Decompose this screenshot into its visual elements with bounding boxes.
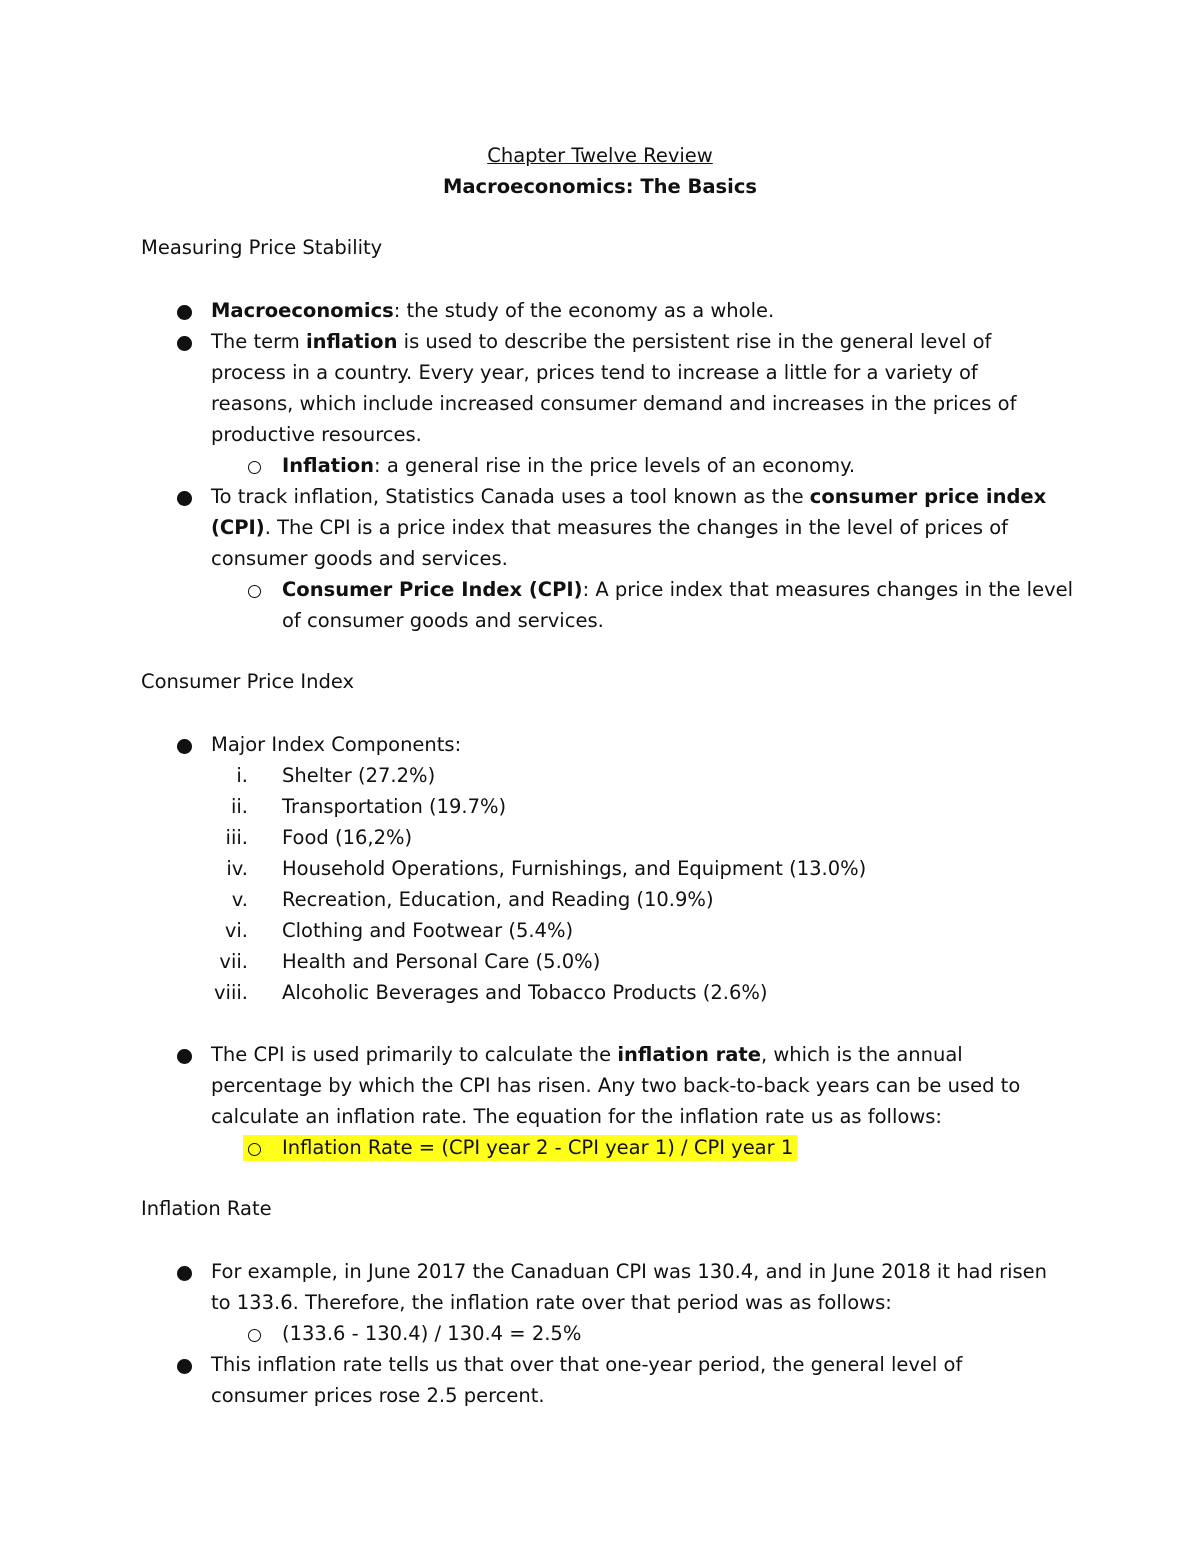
document-subtitle: Macroeconomics: The Basics	[442, 175, 758, 198]
definition-text: : the study of the economy as a whole.	[393, 299, 775, 322]
term-inflation: inflation	[305, 330, 398, 353]
term-cpi-definition: Consumer Price Index (CPI)	[282, 578, 583, 601]
roman-numeral: ii.	[230, 795, 248, 818]
item-text: consumer prices rose 2.5 percent.	[211, 1384, 545, 1407]
component-item	[0, 853, 1200, 884]
term-macroeconomics: Macroeconomics	[211, 299, 394, 322]
inflation-rate-formula: Inflation Rate = (CPI year 2 - CPI year 1) / CPI year 1	[282, 1136, 794, 1159]
component-text: Clothing and Footwear (5.4%)	[282, 919, 574, 942]
item-text: to 133.6. Therefore, the inflation rate over that period was as follows:	[211, 1291, 892, 1314]
term-cpi: (CPI)	[211, 516, 265, 539]
section-inflation-rate-list	[0, 1256, 1200, 1411]
item-text: This inflation rate tells us that over that one-year period, the general level of	[211, 1353, 963, 1376]
section-inflation-rate-formula-list	[0, 1039, 1200, 1163]
component-item	[0, 791, 1200, 822]
item-text: To track inflation, Statistics Canada uses a tool known as the	[211, 485, 810, 508]
section-heading-inflation-rate: Inflation Rate	[141, 1197, 272, 1220]
roman-numeral: viii.	[214, 981, 248, 1004]
calculation-example: (133.6 - 130.4) / 130.4 = 2.5%	[282, 1322, 582, 1345]
roman-numeral: v.	[231, 888, 248, 911]
sub-list-item	[0, 450, 1200, 481]
hollow-bullet-icon	[248, 585, 261, 598]
list-item	[0, 1349, 1200, 1380]
sub-list-item-continuation	[0, 605, 1200, 636]
component-item	[0, 884, 1200, 915]
component-text: Transportation (19.7%)	[282, 795, 507, 818]
component-text: Recreation, Education, and Reading (10.9%)	[282, 888, 714, 911]
item-text: percentage by which the CPI has risen. Any two back-to-back years can be used to	[211, 1074, 1021, 1097]
component-text: Household Operations, Furnishings, and Equipment (13.0%)	[282, 857, 867, 880]
item-text: reasons, which include increased consumer demand and increases in the prices of	[211, 392, 1017, 415]
term-inflation-definition: Inflation	[282, 454, 375, 477]
component-text: Health and Personal Care (5.0%)	[282, 950, 601, 973]
list-item	[0, 326, 1200, 357]
definition-text: : A price index that measures changes in the level	[582, 578, 1074, 601]
section-heading-measuring-price-stability: Measuring Price Stability	[141, 236, 383, 259]
component-item	[0, 946, 1200, 977]
component-item	[0, 822, 1200, 853]
document-title: Chapter Twelve Review	[487, 144, 713, 167]
item-text: process in a country. Every year, prices tend to increase a little for a variety of	[211, 361, 978, 384]
roman-numeral: i.	[236, 764, 248, 787]
sub-list-item-highlighted	[0, 1132, 1200, 1163]
roman-numeral: vi.	[224, 919, 248, 942]
hollow-bullet-icon	[248, 1329, 261, 1342]
roman-numeral: iv.	[226, 857, 248, 880]
component-item	[0, 915, 1200, 946]
list-item-continuation	[0, 419, 1200, 450]
item-text: . The CPI is a price index that measures the changes in the level of prices of	[264, 516, 1009, 539]
list-item	[0, 729, 1200, 760]
bullet-icon	[177, 1359, 192, 1374]
list-item	[0, 295, 1200, 326]
definition-text: : a general rise in the price levels of an economy.	[374, 454, 856, 477]
definition-text: of consumer goods and services.	[282, 609, 604, 632]
bullet-icon	[177, 305, 192, 320]
item-text: For example, in June 2017 the Canaduan CPI was 130.4, and in June 2018 it had risen	[211, 1260, 1048, 1283]
list-item-continuation	[0, 1287, 1200, 1318]
bullet-icon	[177, 336, 192, 351]
list-item-continuation	[0, 357, 1200, 388]
bullet-icon	[177, 739, 192, 754]
list-item	[0, 481, 1200, 512]
roman-numeral: vii.	[219, 950, 248, 973]
section-heading-consumer-price-index: Consumer Price Index	[141, 670, 355, 693]
sub-list-item	[0, 574, 1200, 605]
item-text: consumer goods and services.	[211, 547, 508, 570]
list-item-continuation	[0, 1380, 1200, 1411]
component-text: Alcoholic Beverages and Tobacco Products (2.6%)	[282, 981, 768, 1004]
item-text: productive resources.	[211, 423, 422, 446]
list-item-continuation	[0, 1070, 1200, 1101]
list-item	[0, 1256, 1200, 1287]
component-item	[0, 977, 1200, 1008]
component-item	[0, 760, 1200, 791]
item-text: is used to describe the persistent rise in the general level of	[397, 330, 992, 353]
hollow-bullet-icon	[248, 461, 261, 474]
term-consumer-price-index: consumer price index	[809, 485, 1047, 508]
list-item	[0, 1039, 1200, 1070]
section-consumer-price-index-list	[0, 729, 1200, 1008]
section-measuring-price-stability-list	[0, 295, 1200, 636]
component-text: Shelter (27.2%)	[282, 764, 436, 787]
list-item-continuation	[0, 388, 1200, 419]
item-text: The term	[211, 330, 306, 353]
term-inflation-rate: inflation rate	[617, 1043, 761, 1066]
roman-numeral: iii.	[225, 826, 248, 849]
item-text: Major Index Components:	[211, 733, 462, 756]
item-text: The CPI is used primarily to calculate the	[211, 1043, 618, 1066]
bullet-icon	[177, 1049, 192, 1064]
sub-list-item	[0, 1318, 1200, 1349]
component-text: Food (16,2%)	[282, 826, 413, 849]
bullet-icon	[177, 1266, 192, 1281]
list-item-continuation	[0, 543, 1200, 574]
bullet-icon	[177, 491, 192, 506]
hollow-bullet-icon	[248, 1143, 261, 1156]
item-text: , which is the annual	[760, 1043, 963, 1066]
item-text: calculate an inflation rate. The equation for the inflation rate us as follows:	[211, 1105, 942, 1128]
list-item-continuation	[0, 1101, 1200, 1132]
list-item-continuation	[0, 512, 1200, 543]
